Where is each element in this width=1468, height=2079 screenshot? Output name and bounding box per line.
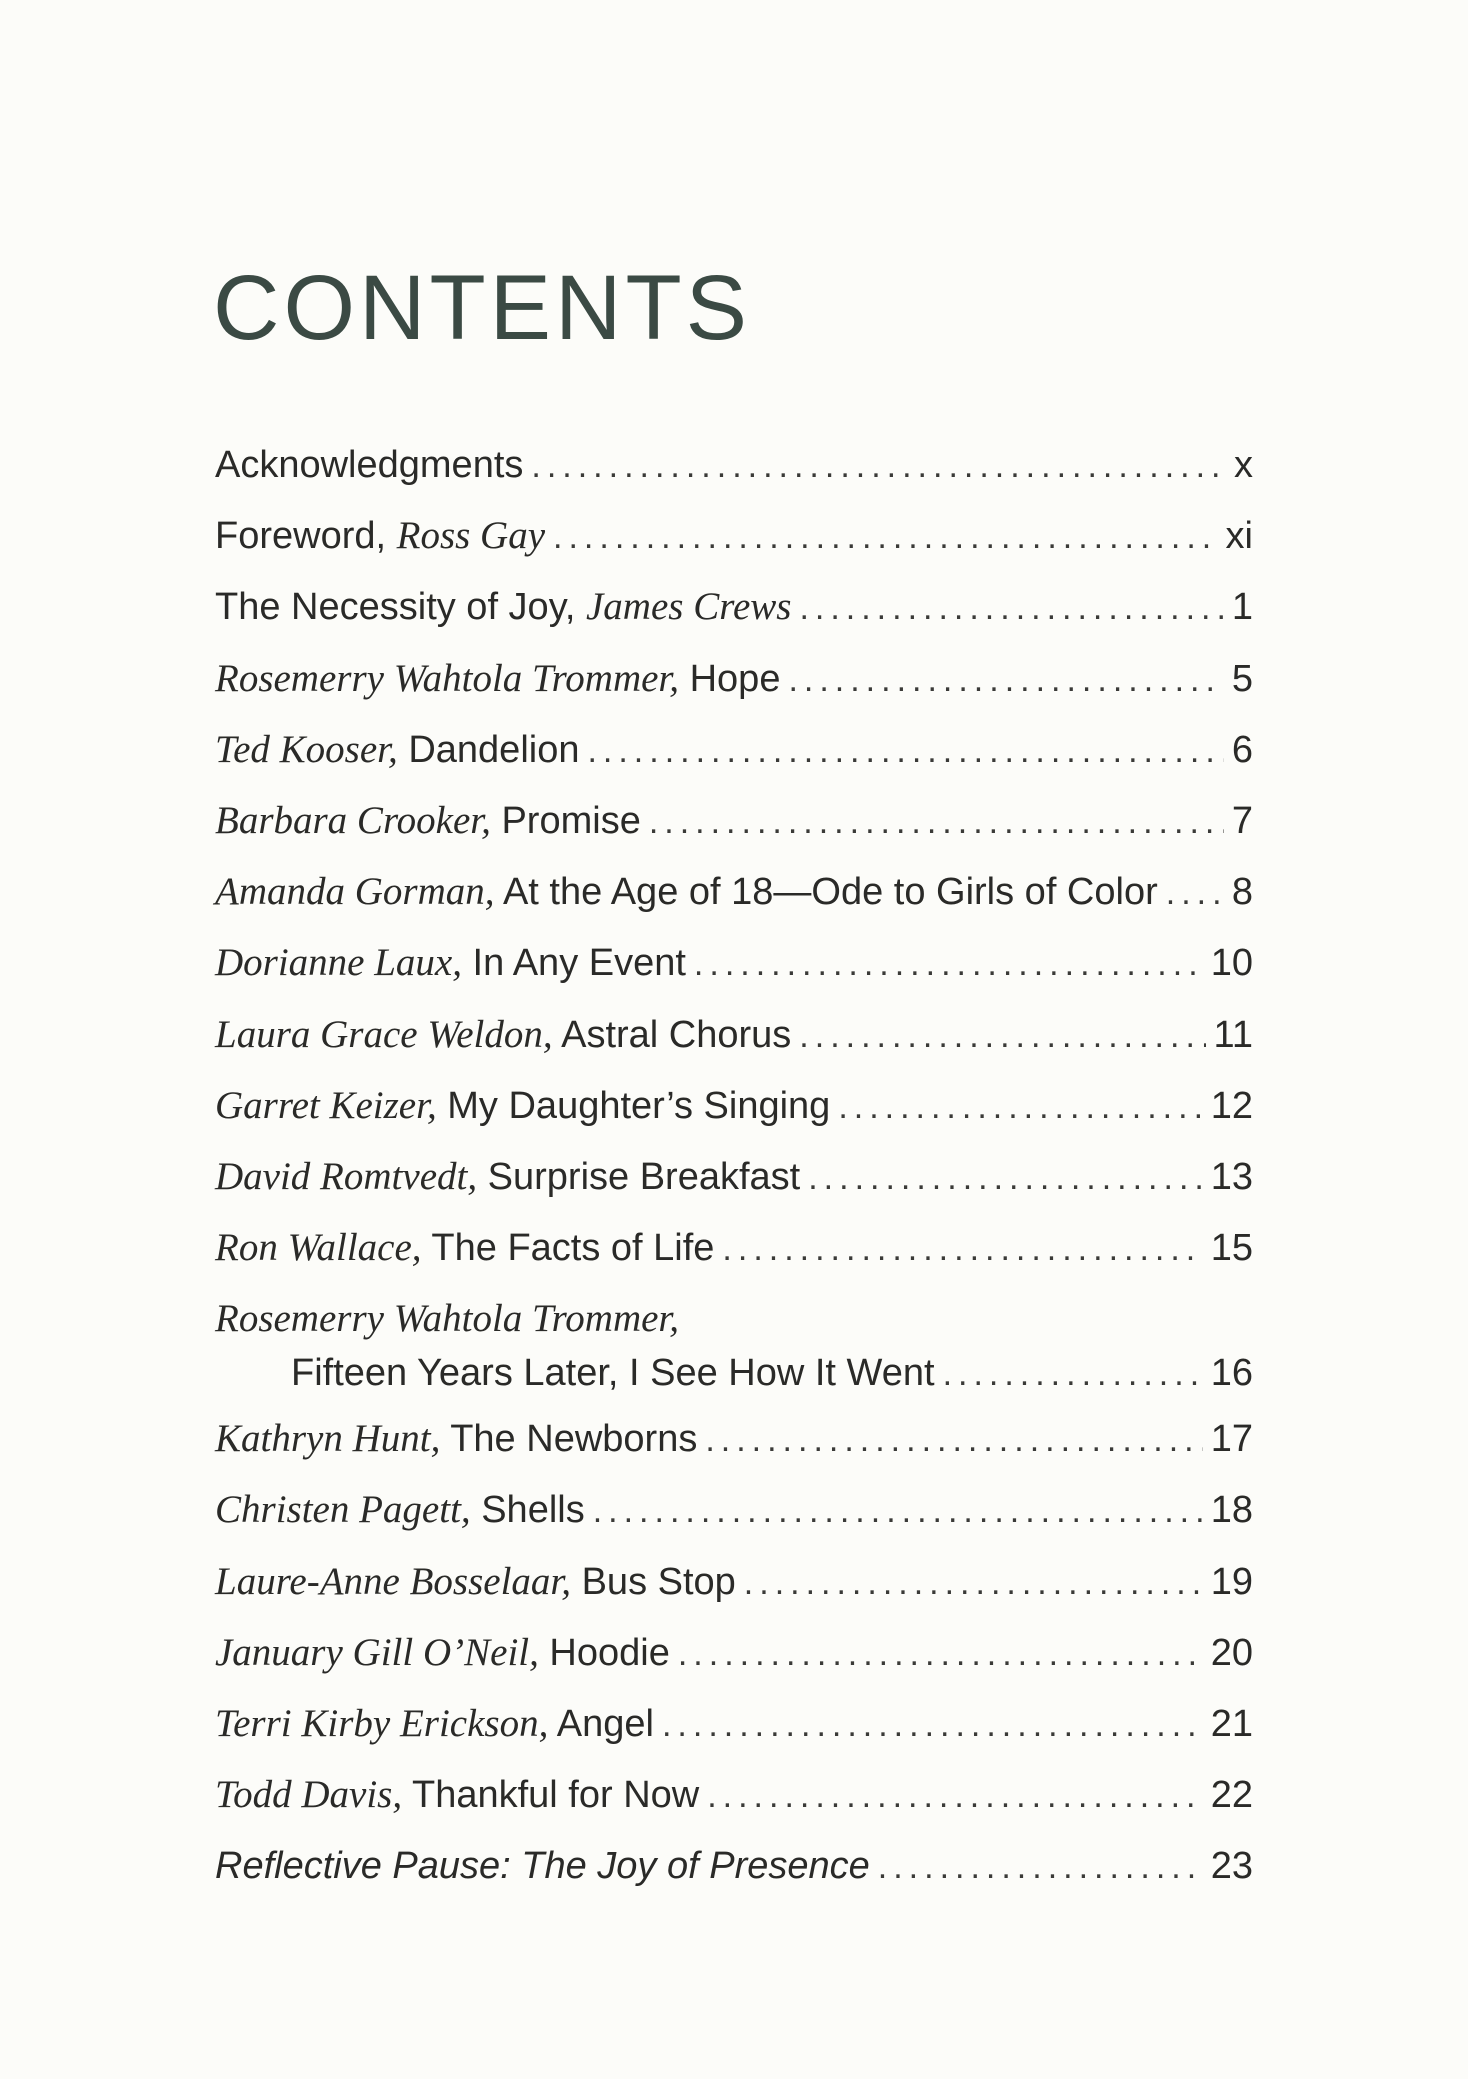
entry-title: Shells: [470, 1489, 585, 1532]
entry-title: Astral Chorus: [552, 1013, 792, 1056]
entry-author: James Crews: [585, 585, 792, 629]
toc-entry: [215, 509, 1253, 580]
toc-line: [215, 1221, 1253, 1275]
entry-title: Angel: [548, 1703, 654, 1745]
toc-line: [215, 1555, 1253, 1609]
toc-entry: [215, 723, 1253, 794]
entry-title: My Daughter’s Singing: [436, 1084, 831, 1127]
entry-title: Foreword,: [215, 515, 397, 558]
entry-title: Reflective Pause: The Joy of Presence: [215, 1845, 870, 1888]
entry-title: The Necessity of Joy,: [215, 586, 586, 629]
page-number: 22: [1210, 1774, 1253, 1817]
dot-leader: [649, 795, 1224, 849]
page-number: 21: [1210, 1703, 1253, 1745]
dot-leader: [678, 1627, 1203, 1681]
entry-title: Surprise Breakfast: [477, 1155, 801, 1198]
toc-line: [215, 865, 1253, 919]
dot-leader: [808, 1151, 1202, 1205]
toc-line: [215, 1839, 1253, 1893]
page-number: 20: [1210, 1631, 1253, 1674]
toc-entry: [215, 1555, 1253, 1626]
toc-entry: [215, 1483, 1253, 1554]
toc-line: [215, 580, 1253, 634]
entry-author: Dorianne Laux,: [215, 941, 462, 985]
entry-title: The Facts of Life: [421, 1227, 715, 1270]
dot-leader: [662, 1698, 1203, 1752]
page-number: xi: [1225, 515, 1253, 558]
entry-author: Ron Wallace,: [215, 1226, 422, 1270]
page-number: 15: [1210, 1227, 1253, 1270]
entry-author: Rosemerry Wahtola Trommer,: [215, 656, 680, 700]
toc-entry: [215, 1079, 1253, 1150]
toc-entry: [215, 1626, 1253, 1697]
entry-title: Hoodie: [538, 1631, 670, 1674]
entry-title: Hope: [679, 657, 781, 700]
dot-leader: [878, 1840, 1203, 1894]
entry-author: Kathryn Hunt,: [215, 1417, 441, 1461]
dot-leader: [838, 1080, 1202, 1134]
toc-line: [215, 1292, 1253, 1346]
page-number: 11: [1213, 1013, 1253, 1056]
page-number: 13: [1210, 1155, 1253, 1198]
dot-leader: [587, 724, 1223, 778]
entry-author: Garret Keizer,: [215, 1083, 437, 1127]
entry-author: Ted Kooser,: [215, 727, 398, 771]
toc-entry: [215, 652, 1253, 723]
toc-entry: [215, 1412, 1253, 1483]
entry-title: Dandelion: [397, 728, 580, 771]
toc-entry: [215, 1292, 1253, 1412]
dot-leader: [531, 439, 1226, 493]
page-number: 12: [1210, 1084, 1253, 1127]
page-number: 5: [1231, 657, 1253, 700]
toc-entry: [215, 438, 1253, 509]
entry-author: Terri Kirby Erickson,: [215, 1702, 549, 1745]
page-number: 16: [1210, 1352, 1253, 1395]
toc-entry: [215, 580, 1253, 651]
toc-line: [215, 1150, 1253, 1204]
dot-leader: [744, 1556, 1203, 1610]
toc-line: [215, 723, 1253, 777]
dot-leader: [799, 581, 1223, 635]
page-number: 6: [1231, 728, 1253, 771]
toc-entry: [215, 865, 1253, 936]
toc-entry: [215, 1221, 1253, 1292]
entry-title: Fifteen Years Later, I See How It Went: [291, 1352, 935, 1395]
page-number: 7: [1231, 799, 1253, 842]
dot-leader: [593, 1484, 1203, 1538]
entry-author: Laure-Anne Bosselaar,: [215, 1559, 572, 1603]
toc-entry: [215, 794, 1253, 865]
toc-line: [215, 1079, 1253, 1133]
dot-leader: [707, 1769, 1203, 1823]
entry-author: Rosemerry Wahtola Trommer,: [215, 1297, 680, 1341]
entry-author: Ross Gay: [396, 514, 546, 558]
toc-entry: [215, 1697, 1253, 1768]
toc-line: [215, 652, 1253, 706]
page-number: 1: [1231, 586, 1253, 629]
entry-author: Barbara Crooker,: [215, 798, 491, 842]
toc-line: [215, 794, 1253, 848]
toc-entry: [215, 1008, 1253, 1079]
dot-leader: [799, 1009, 1205, 1063]
toc-line: [215, 1346, 1253, 1400]
page-number: x: [1234, 444, 1253, 486]
dot-leader: [722, 1222, 1202, 1276]
entry-title: Bus Stop: [571, 1560, 736, 1603]
page-number: 17: [1210, 1418, 1253, 1461]
dot-leader: [943, 1347, 1203, 1401]
entry-author: Laura Grace Weldon,: [215, 1012, 553, 1056]
toc-line: [215, 1626, 1253, 1680]
page-number: 19: [1210, 1560, 1253, 1603]
entry-author: Todd Davis,: [215, 1773, 403, 1817]
entry-author: January Gill O’Neil,: [215, 1630, 539, 1674]
dot-leader: [1166, 866, 1224, 920]
entry-author: Christen Pagett,: [215, 1488, 471, 1532]
table-of-contents: [215, 438, 1253, 1911]
toc-line: [215, 438, 1253, 492]
toc-line: [215, 1008, 1253, 1062]
page-title: CONTENTS: [213, 257, 751, 359]
entry-title: Acknowledgments: [215, 444, 524, 486]
dot-leader: [705, 1413, 1202, 1467]
toc-line: [215, 1697, 1253, 1751]
entry-title: At the Age of 18—Ode to Girls of Color: [494, 871, 1158, 914]
dot-leader: [788, 653, 1223, 707]
toc-line: [215, 1483, 1253, 1537]
entry-author: David Romtvedt,: [215, 1154, 478, 1198]
toc-line: [215, 1768, 1253, 1822]
toc-entry: [215, 936, 1253, 1007]
entry-title: Promise: [490, 799, 641, 842]
toc-line: [215, 1412, 1253, 1466]
page-number: 8: [1231, 871, 1253, 914]
entry-title: Thankful for Now: [402, 1774, 700, 1817]
page-number: 10: [1210, 942, 1253, 985]
toc-line: [215, 936, 1253, 990]
dot-leader: [553, 510, 1218, 564]
page-number: 18: [1210, 1489, 1253, 1532]
entry-title: In Any Event: [462, 942, 686, 985]
toc-entry: [215, 1150, 1253, 1221]
entry-author: Amanda Gorman,: [215, 870, 495, 914]
dot-leader: [694, 937, 1203, 991]
toc-entry: [215, 1768, 1253, 1839]
toc-line: [215, 509, 1253, 563]
page-number: 23: [1210, 1845, 1253, 1888]
entry-title: The Newborns: [440, 1418, 698, 1461]
toc-entry: [215, 1839, 1253, 1910]
